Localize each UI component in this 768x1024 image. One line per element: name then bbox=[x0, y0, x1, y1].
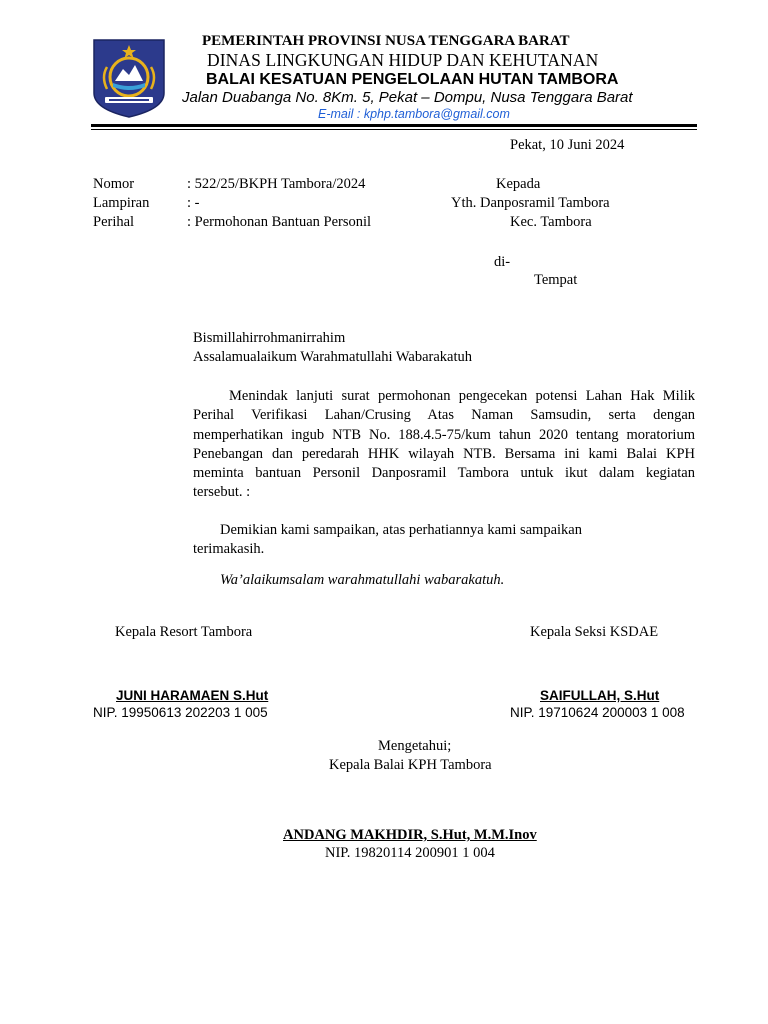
recipient-kepada: Kepada bbox=[496, 176, 541, 192]
nomor-value: : 522/25/BKPH Tambora/2024 bbox=[187, 176, 366, 192]
body-paragraph-2-line-2: terimakasih. bbox=[193, 541, 265, 557]
letterhead-government: PEMERINTAH PROVINSI NUSA TENGGARA BARAT bbox=[202, 33, 570, 49]
paragraph-line: tersebut. : bbox=[193, 484, 251, 501]
center-signatory-nip: NIP. 19820114 200901 1 004 bbox=[325, 845, 495, 861]
paragraph-line: Penebangan dan peredarah HHK wilayah NTB. Bersama ini kami Balai KPH bbox=[193, 445, 695, 462]
paragraph-line: meminta bantuan Personil Danposramil Tambora untuk ikut dalam kegiatan bbox=[193, 465, 695, 482]
opening-bismillah: Bismillahirrohmanirrahim bbox=[193, 330, 346, 346]
nomor-label: Nomor bbox=[93, 176, 135, 192]
lampiran-value: : - bbox=[187, 195, 200, 211]
paragraph-line: Menindak lanjuti surat permohonan pengecekan potensi Lahan Hak Milik bbox=[229, 388, 695, 404]
paragraph-line: memperhatikan ingub NTB No. 188.4.5-75/kum tahun 2020 tentang moratorium bbox=[193, 426, 695, 443]
letterhead-divider-thick bbox=[91, 124, 697, 127]
recipient-name: Yth. Danposramil Tambora bbox=[451, 195, 610, 211]
left-signatory-name: JUNI HARAMAEN S.Hut bbox=[116, 688, 269, 703]
letterhead-divider-thin bbox=[91, 129, 697, 130]
left-signatory-nip: NIP. 19950613 202203 1 005 bbox=[93, 705, 268, 720]
right-signatory-name: SAIFULLAH, S.Hut bbox=[540, 688, 660, 703]
perihal-value: : Permohonan Bantuan Personil bbox=[187, 214, 372, 230]
right-signatory-nip: NIP. 19710624 200003 1 008 bbox=[510, 705, 685, 720]
center-signatory-title: Kepala Balai KPH Tambora bbox=[329, 757, 492, 773]
closing-salam: Wa’alaikumsalam warahmatullahi wabarakatuh. bbox=[220, 572, 505, 588]
right-signatory-title: Kepala Seksi KSDAE bbox=[530, 624, 659, 640]
recipient-place: Kec. Tambora bbox=[510, 214, 592, 230]
letterhead-email[interactable]: E-mail : kphp.tambora@gmail.com bbox=[318, 107, 510, 121]
left-signatory-title: Kepala Resort Tambora bbox=[115, 624, 253, 640]
perihal-label: Perihal bbox=[93, 214, 135, 230]
center-signatory-name: ANDANG MAKHDIR, S.Hut, M.M.Inov bbox=[283, 827, 537, 843]
lampiran-label: Lampiran bbox=[93, 195, 150, 211]
recipient-tempat: Tempat bbox=[534, 272, 578, 288]
letterhead-office: BALAI KESATUAN PENGELOLAAN HUTAN TAMBORA bbox=[206, 71, 619, 88]
province-emblem-logo bbox=[91, 37, 167, 119]
letterhead-department: DINAS LINGKUNGAN HIDUP DAN KEHUTANAN bbox=[207, 50, 599, 70]
letter-date: Pekat, 10 Juni 2024 bbox=[510, 137, 625, 153]
paragraph-line: Perihal Verifikasi Lahan/Crusing Atas Naman Samsudin, serta dengan bbox=[193, 407, 695, 424]
opening-salam: Assalamualaikum Warahmatullahi Wabarakatuh bbox=[193, 349, 472, 365]
body-paragraph-2-line-1: Demikian kami sampaikan, atas perhatiannya kami sampaikan bbox=[220, 522, 582, 538]
recipient-di: di- bbox=[494, 254, 511, 270]
body-paragraph-1 bbox=[193, 387, 695, 503]
letterhead-address: Jalan Duabanga No. 8Km. 5, Pekat – Dompu, Nusa Tenggara Barat bbox=[182, 89, 633, 106]
mengetahui-label: Mengetahui; bbox=[378, 738, 452, 754]
